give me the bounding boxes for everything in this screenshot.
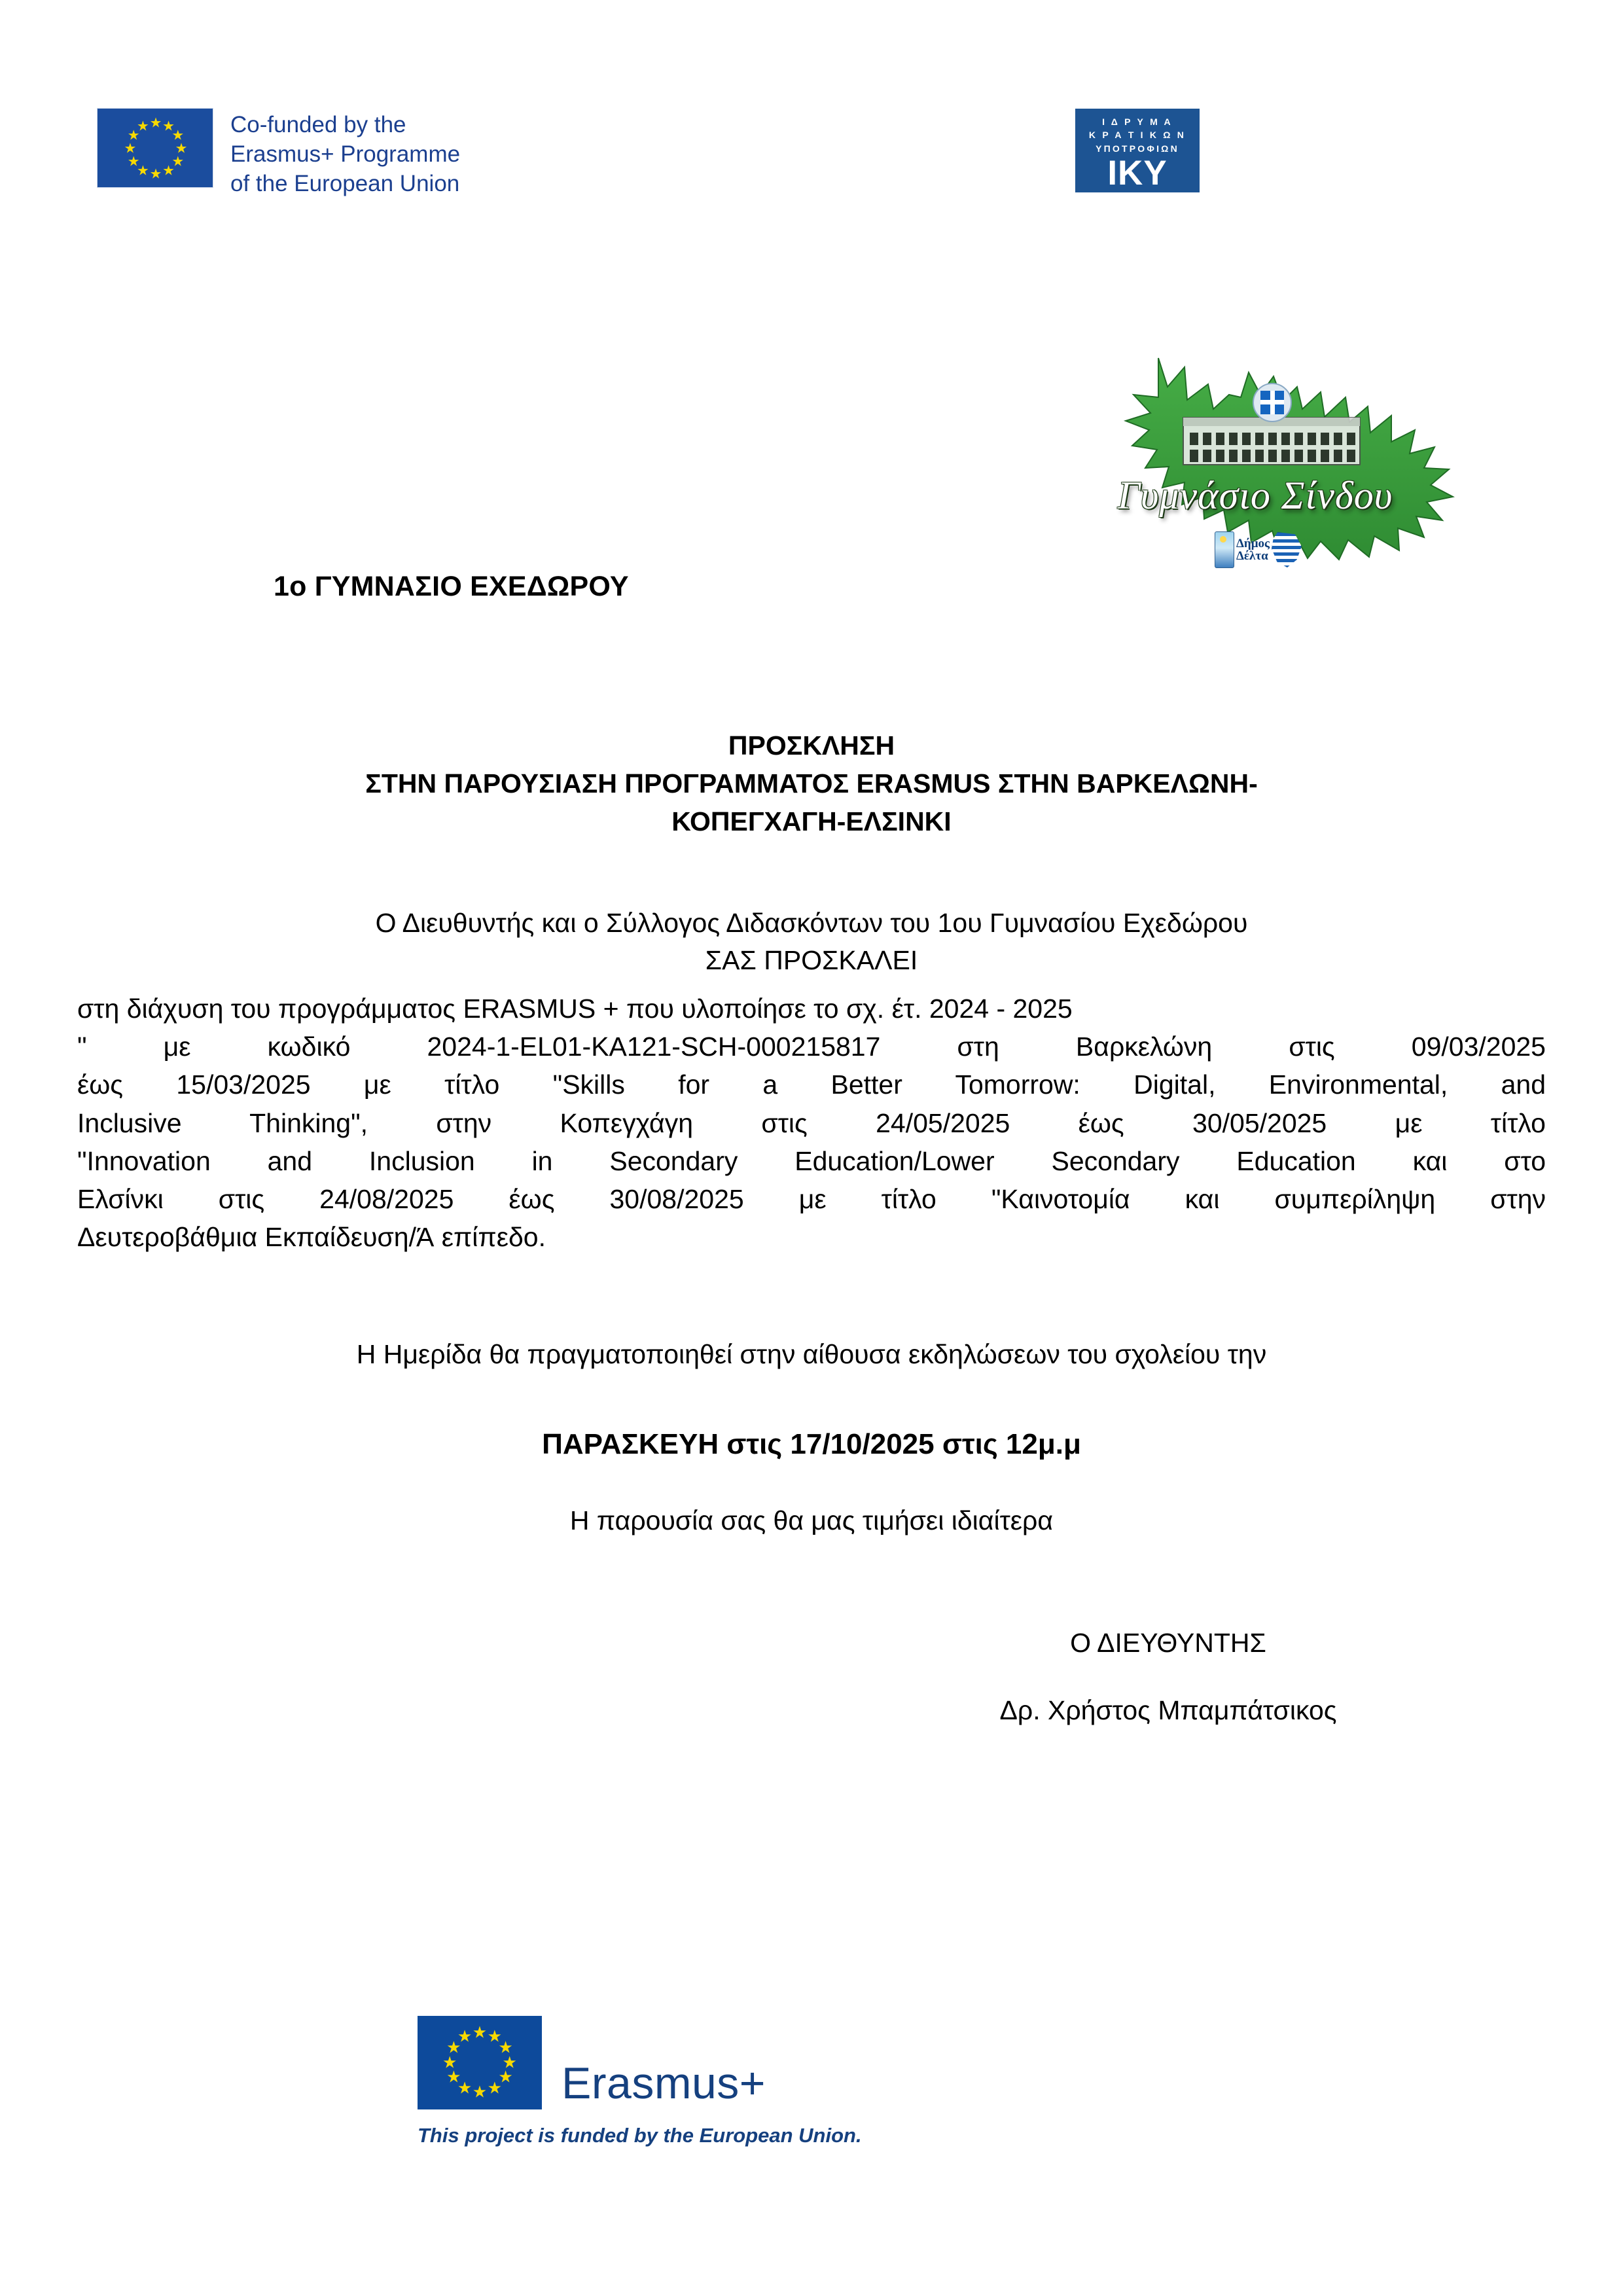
eu-star-icon: ★: [137, 118, 149, 134]
delta-line-2: Δέλτα: [1236, 549, 1268, 563]
delta-municipality-logo: [1215, 530, 1313, 569]
body-line-3: έως 15/03/2025 με τίτλο "Skills for a Better Tomorrow: Digital, Environmental, and: [77, 1069, 1546, 1100]
school-emblem: [1033, 324, 1478, 586]
eu-star-icon: ★: [457, 2027, 473, 2046]
iky-line-2: Κ Ρ Α Τ Ι Κ Ω Ν: [1088, 130, 1186, 141]
eu-star-icon: ★: [171, 128, 185, 143]
eu-star-icon: ★: [457, 2079, 473, 2098]
body-line-6: Ελσίνκι στις 24/08/2025 έως 30/08/2025 με τίτλο "Καινοτομία και συμπερίληψη στην: [77, 1184, 1546, 1215]
eu-star-icon: ★: [498, 2068, 513, 2087]
eu-star-icon: ★: [149, 115, 162, 131]
body-line-1: στη διάχυση του προγράμματος ERASMUS + που υλοποίησε το σχ. έτ. 2024 - 2025: [77, 994, 1073, 1024]
cofunded-line-1: Co-funded by the: [230, 112, 406, 137]
signature-name: Δρ. Χρήστος Μπαμπάτσικος: [999, 1695, 1337, 1725]
erasmus-footer-logo: [418, 2016, 889, 2212]
iky-line-1: Ι Δ Ρ Υ Μ Α: [1102, 117, 1173, 127]
venue-line: Η Ημερίδα θα πραγματοποιηθεί στην αίθουσα εκδηλώσεων του σχολείου την: [356, 1339, 1267, 1369]
eu-star-icon: ★: [472, 2023, 488, 2042]
eu-star-icon: ★: [127, 128, 140, 143]
eu-star-icon: ★: [498, 2038, 513, 2057]
delta-municipality-text: [1236, 537, 1270, 563]
eu-star-icon: ★: [175, 141, 188, 156]
intro-line-1: Ο Διευθυντής και ο Σύλλογος Διδασκόντων του 1ου Γυμνασίου Εχεδώρου: [375, 908, 1248, 938]
erasmus-wordmark: Erasmus+: [562, 2058, 766, 2108]
school-name: 1ο ΓΥΜΝΑΣΙΟ ΕΧΕΔΩΡΟΥ: [274, 571, 629, 602]
eu-star-icon: ★: [472, 2083, 488, 2102]
signature-block: [792, 1630, 1544, 1724]
title-line-3: ΚΟΠΕΓΧΑΓΗ-ΕΛΣΙΝΚΙ: [671, 806, 952, 837]
eu-star-icon: ★: [487, 2079, 503, 2098]
eu-star-icon: ★: [442, 2053, 457, 2072]
closing-line: Η παρουσία σας θα μας τιμήσει ιδιαίτερα: [569, 1505, 1054, 1535]
eu-star-icon: ★: [137, 163, 149, 179]
eu-star-icon: ★: [162, 118, 175, 134]
eu-star-icon: ★: [446, 2068, 461, 2087]
title-line-1: ΠΡΟΣΚΛΗΣΗ: [728, 730, 895, 761]
iky-line-3: ΥΠΟΤΡΟΦΙΩΝ: [1096, 143, 1179, 154]
event-date-line: ΠΑΡΑΣΚΕΥΗ στις 17/10/2025 στις 12μ.μ: [542, 1428, 1081, 1460]
erasmus-logo-row: [418, 2016, 889, 2109]
eu-star-icon: ★: [487, 2027, 503, 2046]
delta-line-1: Δήμος: [1236, 536, 1270, 550]
invitation-body: [77, 990, 1546, 1257]
eu-star-icon: ★: [171, 154, 185, 170]
delta-tile-icon: [1215, 531, 1234, 568]
intro-line-2: ΣΑΣ ΠΡΟΣΚΑΛΕΙ: [705, 944, 918, 975]
eu-flag-icon: [97, 108, 213, 188]
body-line-5: "Innovation and Inclusion in Secondary Education/Lower Secondary Education και στο: [77, 1145, 1546, 1176]
invitation-intro: [79, 905, 1544, 978]
eu-cofunded-text: [230, 108, 460, 198]
footer-tagline: This project is funded by the European Union.: [418, 2124, 862, 2147]
body-line-2: " με κωδικό 2024-1-EL01-KA121-SCH-000215817 στη Βαρκελώνη στις 09/03/2025: [77, 1031, 1546, 1062]
greek-emblem-icon: [1253, 384, 1291, 422]
eu-star-icon: ★: [446, 2038, 461, 2057]
body-line-4: Inclusive Thinking", στην Κοπεγχάγη στις 24/05/2025 έως 30/05/2025 με τίτλο: [77, 1107, 1546, 1138]
eu-star-icon: ★: [162, 163, 175, 179]
iky-logo: [1075, 109, 1200, 192]
eu-star-icon: ★: [124, 141, 137, 156]
eu-star-icon: ★: [127, 154, 140, 170]
iky-acronym: IKY: [1107, 153, 1168, 192]
invitation-title: [79, 726, 1544, 841]
eu-star-icon: ★: [149, 166, 162, 182]
eu-cofunded-logo: [97, 108, 460, 198]
eu-flag-icon: [418, 2016, 542, 2109]
eu-star-icon: ★: [502, 2053, 517, 2072]
header-logos: [0, 101, 1623, 232]
emblem-caption: Γυμνάσιο Σίνδου: [1117, 474, 1393, 517]
delta-map-icon: [1272, 532, 1302, 567]
body-line-7: Δευτεροβάθμια Εκπαίδευση/Ά επίπεδο.: [77, 1222, 546, 1253]
cofunded-line-3: of the European Union: [230, 170, 460, 196]
title-line-2: ΣΤΗΝ ΠΑΡΟΥΣΙΑΣΗ ΠΡΟΓΡΑΜΜΑΤΟΣ ERASMUS ΣΤΗΝ ΒΑΡΚΕΛΩΝΗ-: [365, 768, 1258, 799]
cofunded-line-2: Erasmus+ Programme: [230, 141, 461, 167]
signature-role: Ο ΔΙΕΥΘΥΝΤΗΣ: [1070, 1628, 1266, 1658]
